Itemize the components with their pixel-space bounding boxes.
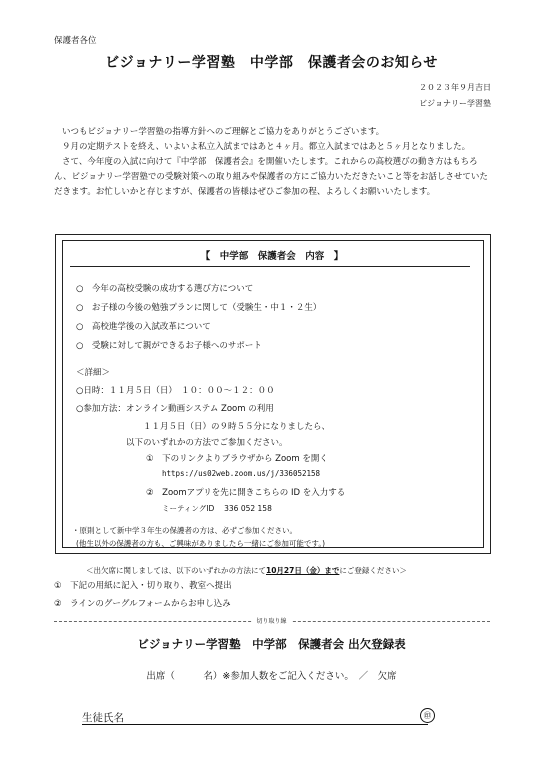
agenda-item: ○ 受験に対して親ができるお子様へのサポート <box>76 341 262 351</box>
reply-instruction-prefix: ＜出欠席に関しましては、以下のいずれかの方法にて <box>86 566 266 575</box>
details-heading: ＜詳細＞ <box>76 368 111 378</box>
reply-instruction <box>86 565 407 576</box>
content-box-title: 【 中学部 保護者会 内容 】 <box>200 251 344 262</box>
join-time-note: １１月５日（日）の９時５５分になりましたら、 <box>143 422 331 432</box>
join-options-note: 以下のいずれかの方法でご参加ください。 <box>126 438 288 448</box>
agenda-item: ○ 高校進学後の入試改革について <box>76 322 211 332</box>
attendance-note: ・原則として新中学３年生の保護者の方は、必ずご参加ください。 <box>72 526 297 535</box>
attendance-choice-line[interactable]: 出席（ 名）※参加人数をご記入ください。 ／ 欠席 <box>146 671 397 682</box>
cut-line-text: 切り取り線 <box>252 618 290 625</box>
cut-line-label <box>0 616 543 625</box>
body-paragraph-invitation: さて、今年度の入試に向けて『中学部 保護者会』を開催いたします。これからの高校選びの動き方はもちろん、ビジョナリー学習塾での受験対策への取り組みや保護者の方にご協力いただきたいこと等をお話しさせていただきます。お忙しいかと存じますが、保護者の皆様はぜひご参加の程、よろしくお願いいたします。 <box>54 157 488 197</box>
sender-name: ビジョナリー学習塾 <box>419 99 491 108</box>
reply-method-paper: ① 下記の用紙に記入・切り取り、教室へ提出 <box>54 581 232 591</box>
attendance-form-title: ビジョナリー学習塾 中学部 保護者会 出欠登録表 <box>137 637 406 651</box>
agenda-item: ○ お子様の今後の勉強プランに関して（受験生・中１・２生） <box>76 303 322 313</box>
notice-title: ビジョナリー学習塾 中学部 保護者会のお知らせ <box>105 55 438 71</box>
reply-method-line: ② ラインのグーグルフォームからお申し込み <box>54 599 231 609</box>
reply-instruction-suffix: にご登録ください＞ <box>339 566 407 575</box>
body-paragraph-greeting: いつもビジョナリー学習塾の指導方針へのご理解とご協力をありがとうございます。 <box>62 127 385 137</box>
agenda-item: ○ 今年の高校受験の成功する選び方について <box>76 284 254 294</box>
body-paragraph-schedule: ９月の定期テストを終え、いよいよ私立入試まではあと４ヶ月。都立入試まではあと５ヶ月となりました。 <box>62 142 471 152</box>
addressee: 保護者各位 <box>54 36 97 46</box>
reply-deadline: 10月27日（金）まで <box>266 566 340 575</box>
seal-mark: ㊞ <box>420 708 435 723</box>
join-option-app: ② Zoomアプリを先に開きこちらの ID を入力する <box>146 488 346 498</box>
zoom-link[interactable]: https://us02web.zoom.us/j/336052158 <box>162 469 321 478</box>
content-box-divider <box>70 266 470 267</box>
student-name-label: 生徒氏名 <box>82 712 124 724</box>
participation-method: ○参加方法：オンライン動画システム Zoom の利用 <box>76 404 274 414</box>
student-name-field[interactable] <box>82 724 428 725</box>
meeting-id: ミーティングID 336 052 158 <box>162 504 272 513</box>
issue-date: ２０２３年９月吉日 <box>419 83 491 92</box>
attendance-note-others: (他生以外の保護者の方も、ご興味がありましたら一緒にご参加可能です。) <box>76 539 326 548</box>
join-option-browser: ① 下のリンクよりブラウザから Zoom を開く <box>146 454 328 464</box>
event-datetime: ○日時：１１月５日（日） １０：００～１２：００ <box>76 386 275 396</box>
body-text <box>54 125 494 200</box>
